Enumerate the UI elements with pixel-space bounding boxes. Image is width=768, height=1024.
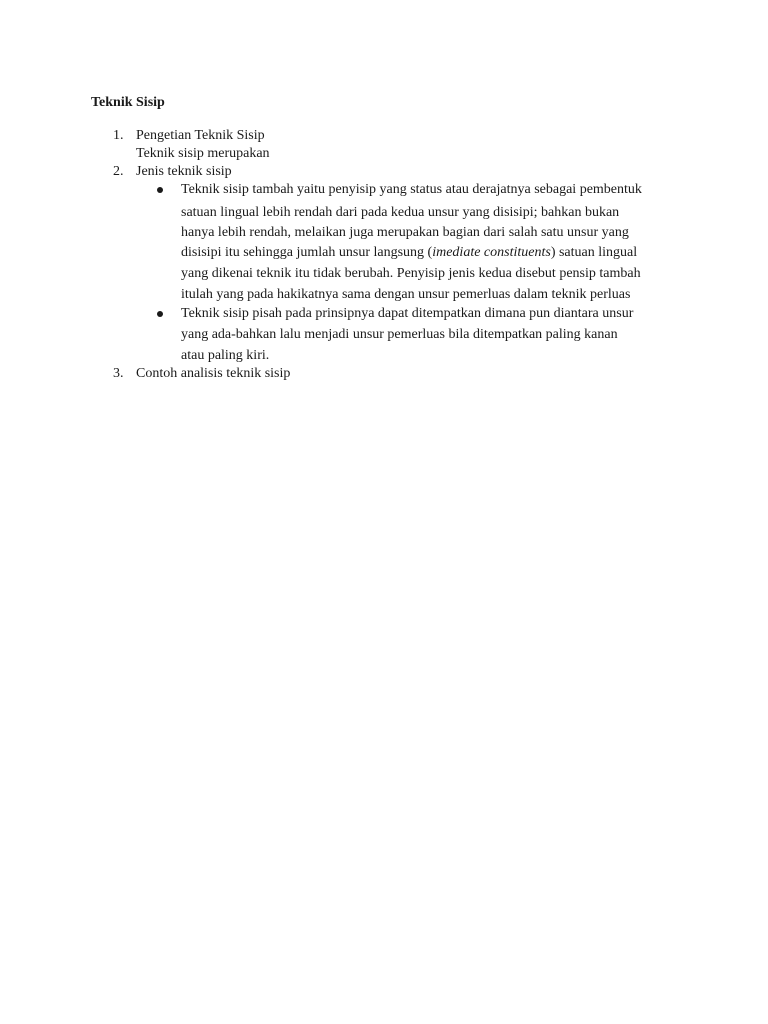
- list-item-heading: Jenis teknik sisip: [136, 164, 232, 179]
- bullet-line: Teknik sisip tambah yaitu penyisip yang status atau derajatnya sebagai pembentuk: [181, 182, 642, 197]
- bullet-line: hanya lebih rendah, melaikan juga merupakan bagian dari salah satu unsur yang: [181, 225, 629, 240]
- list-item-heading: Contoh analisis teknik sisip: [136, 366, 291, 381]
- list-item-body: Teknik sisip merupakan: [136, 146, 270, 161]
- bullet-line: atau paling kiri.: [181, 348, 270, 363]
- list-number: 2.: [113, 164, 124, 179]
- bullet-line: satuan lingual lebih rendah dari pada kedua unsur yang disisipi; bahkan bukan: [181, 205, 620, 220]
- list-number: 1.: [113, 128, 124, 143]
- bullet-line: yang dikenai teknik itu tidak berubah. Penyisip jenis kedua disebut pensip tambah: [181, 266, 641, 281]
- bullet-icon: [157, 187, 163, 193]
- bullet-line: disisipi itu sehingga jumlah unsur langsung (imediate constituents) satuan lingual: [181, 245, 638, 260]
- document-title: Teknik Sisip: [91, 95, 165, 110]
- bullet-line: Teknik sisip pisah pada prinsipnya dapat ditempatkan dimana pun diantara unsur: [181, 306, 634, 321]
- bullet-icon: [157, 311, 163, 317]
- bullet-line: yang ada-bahkan lalu menjadi unsur pemerluas bila ditempatkan paling kanan: [181, 327, 618, 342]
- bullet-line: itulah yang pada hakikatnya sama dengan unsur pemerluas dalam teknik perluas: [181, 287, 631, 302]
- list-item-heading: Pengetian Teknik Sisip: [136, 128, 265, 143]
- list-number: 3.: [113, 366, 124, 381]
- italic-term: imediate constituents: [432, 245, 551, 260]
